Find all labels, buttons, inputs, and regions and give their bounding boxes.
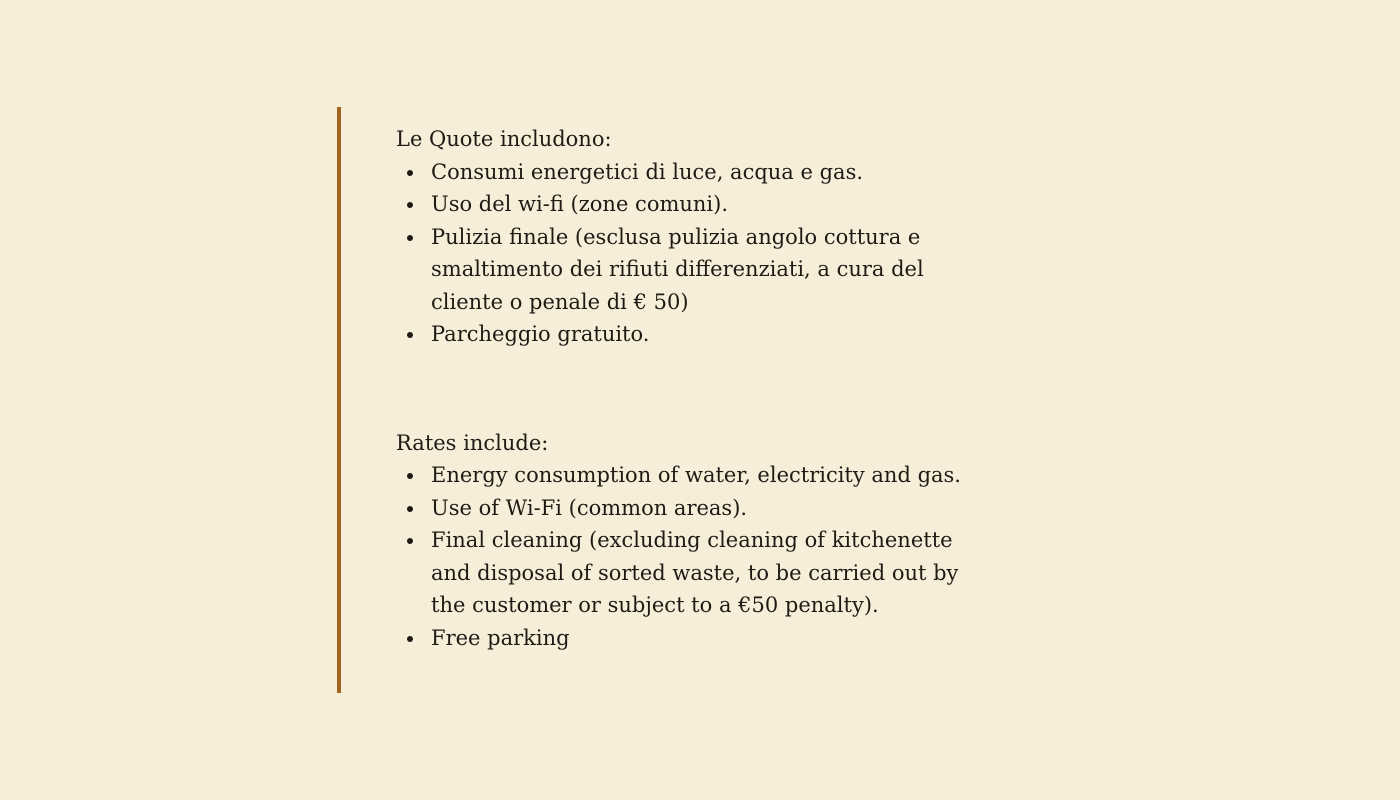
list-item-text: Final cleaning (excluding cleaning of kitchenette and disposal of sorted waste, to be carried out by the customer or subject to a €50 penalty). — [431, 528, 959, 617]
list-item — [396, 188, 1036, 221]
english-list — [396, 459, 1036, 654]
list-item-text: Consumi energetici di luce, acqua e gas. — [431, 159, 864, 184]
italian-list — [396, 156, 1036, 351]
italian-heading: Le Quote includono: — [396, 127, 612, 151]
list-item — [396, 524, 1036, 622]
list-item-text: Free parking — [431, 625, 570, 650]
list-item-text: Energy consumption of water, electricity and gas. — [431, 463, 961, 487]
italian-section — [396, 123, 1036, 351]
english-heading: Rates include: — [396, 430, 549, 455]
list-item-text: Pulizia finale (esclusa pulizia angolo cottura e smaltimento dei rifiuti differenziati, a cura del cliente o penale di € 50) — [431, 224, 924, 314]
list-item — [396, 156, 1036, 189]
list-item-text: Uso del wi-fi (zone comuni). — [431, 192, 729, 216]
english-section — [396, 427, 1036, 655]
list-item — [396, 221, 1036, 319]
rates-content — [396, 123, 1036, 654]
list-item-text: Parcheggio gratuito. — [431, 322, 650, 346]
list-item-text: Use of Wi-Fi (common areas). — [431, 495, 748, 520]
list-item — [396, 622, 1036, 655]
list-item — [396, 318, 1036, 351]
accent-bar — [337, 107, 341, 693]
list-item — [396, 459, 1036, 492]
list-item — [396, 492, 1036, 525]
